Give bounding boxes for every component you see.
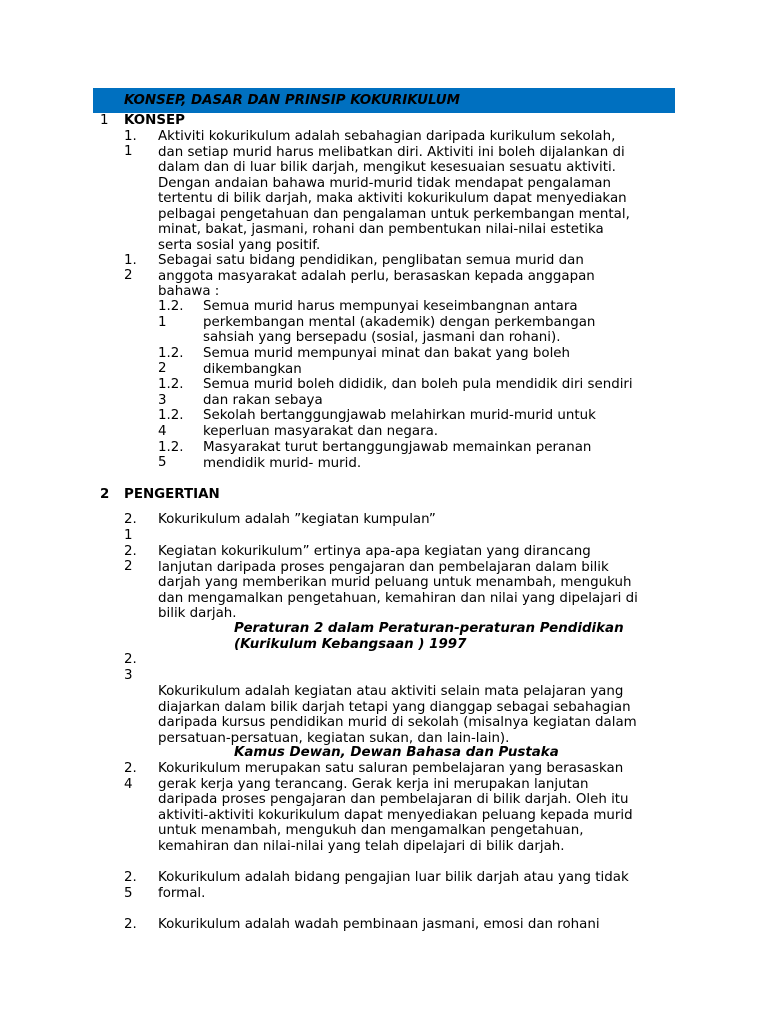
subitem-line: dikembangkan (203, 361, 302, 377)
item-2-3-num-a: 2. (124, 652, 137, 667)
item-1-1-line: pelbagai pengetahuan dan pengalaman untuk perkembangan mental, (158, 206, 630, 222)
item-1-2-line: Sebagai satu bidang pendidikan, penglibatan semua murid dan (158, 253, 584, 268)
item-2-3-line: daripada kursus pendidikan murid di sekolah (misalnya kegiatan dalam (158, 715, 637, 730)
item-1-1-line: minat, bakat, jasmani, rohani dan pembentukan nilai-nilai estetika (158, 222, 604, 237)
item-2-2-line: lanjutan daripada proses pengajaran dan pembelajaran dalam bilik (158, 559, 609, 575)
item-1-1-num-b: 1 (124, 144, 133, 159)
item-1-1-line: Aktiviti kokurikulum adalah sebahagian daripada kurikulum sekolah, (158, 129, 616, 144)
subitem-line: perkembangan mental (akademik) dengan perkembangan (203, 314, 596, 330)
item-2-4-text (158, 761, 633, 854)
item-2-2-text (158, 544, 638, 622)
subitem-1-2-5-text (203, 440, 591, 471)
item-1-1-line: serta sosial yang positif. (158, 237, 321, 253)
citation-line: Peraturan 2 dalam Peraturan-peraturan Pendidikan (234, 621, 624, 636)
item-2-4-line: kemahiran dan nilai-nilai yang telah dipelajari di bilik darjah. (158, 838, 565, 854)
subitem-line: Semua murid mempunyai minat dan bakat yang boleh (203, 346, 571, 361)
item-2-5-num-a: 2. (124, 870, 137, 885)
item-2-3-line: diajarkan dalam bilik darjah tetapi yang dianggap sebagai sebahagian (158, 699, 631, 715)
item-2-3-line: persatuan-persatuan, kegiatan sukan, dan lain-lain). (158, 730, 510, 746)
subitem-1-2-2-num-a: 1.2. (158, 346, 184, 361)
item-1-1-text (158, 129, 630, 253)
item-2-6-num-a: 2. (124, 917, 137, 932)
item-2-4-num-b: 4 (124, 777, 133, 792)
subitem-line: dan rakan sebaya (203, 392, 323, 408)
section-2-number: 2 (100, 487, 110, 502)
subitem-1-2-2-text (203, 346, 570, 377)
subitem-1-2-3-num-a: 1.2. (158, 377, 184, 392)
item-2-5-line: formal. (158, 885, 206, 901)
item-1-2-line: anggota masyarakat adalah perlu, berasaskan kepada anggapan (158, 268, 595, 284)
item-2-5-text (158, 870, 629, 901)
subitem-line: Masyarakat turut bertanggungjawab memainkan peranan (203, 440, 592, 455)
subitem-1-2-3-num-b: 3 (158, 393, 167, 408)
subitem-line: keperluan masyarakat dan negara. (203, 423, 439, 439)
section-2-heading: PENGERTIAN (124, 487, 220, 502)
document-title: KONSEP, DASAR DAN PRINSIP KOKURIKULUM (124, 93, 460, 108)
subitem-1-2-4-num-a: 1.2. (158, 408, 184, 423)
subitem-line: Semua murid boleh dididik, dan boleh pula mendidik diri sendiri (203, 377, 633, 392)
item-2-3-num-b: 3 (124, 668, 133, 683)
section-1-number: 1 (100, 113, 109, 128)
item-2-5-line: Kokurikulum adalah bidang pengajian luar bilik darjah atau yang tidak (158, 870, 629, 885)
item-2-1-text: Kokurikulum adalah ”kegiatan kumpulan” (158, 512, 436, 527)
item-2-3-line: Kokurikulum adalah kegiatan atau aktiviti selain mata pelajaran yang (158, 684, 624, 699)
subitem-1-2-1-num-b: 1 (158, 315, 167, 330)
item-1-1-num-a: 1. (124, 129, 137, 144)
item-1-2-num-a: 1. (124, 253, 137, 268)
subitem-line: Sekolah bertanggungjawab melahirkan murid-murid untuk (203, 408, 596, 423)
subitem-line: mendidik murid- murid. (203, 455, 362, 471)
citation-line: (Kurikulum Kebangsaan ) 1997 (234, 636, 467, 652)
item-2-2-num-b: 2 (124, 559, 133, 574)
subitem-1-2-4-text (203, 408, 596, 439)
subitem-1-2-1-text (203, 299, 595, 346)
item-2-1-num-a: 2. (124, 512, 137, 527)
item-1-1-line: Dengan andaian bahawa murid-murid tidak mendapat pengalaman (158, 175, 611, 191)
item-1-1-line: dan setiap murid harus melibatkan diri. Aktiviti ini boleh dijalankan di (158, 144, 625, 160)
item-2-5-num-b: 5 (124, 886, 133, 901)
item-1-2-num-b: 2 (124, 268, 133, 283)
item-2-4-line: Kokurikulum merupakan satu saluran pembelajaran yang berasaskan (158, 761, 624, 776)
subitem-1-2-1-num-a: 1.2. (158, 299, 184, 314)
item-2-3-text (158, 684, 637, 746)
subitem-line: Semua murid harus mempunyai keseimbangnan antara (203, 299, 578, 314)
item-2-2-line: bilik darjah. (158, 606, 237, 621)
item-2-1-num-b: 1 (124, 528, 133, 543)
subitem-1-2-5-num-b: 5 (158, 455, 167, 470)
item-2-2-line: Kegiatan kokurikulum” ertinya apa-apa kegiatan yang dirancang (158, 544, 591, 559)
item-2-4-line: aktiviti-aktiviti kokurikulum dapat menyediakan peluang kepada murid (158, 807, 633, 823)
item-1-2-text (158, 253, 595, 300)
subitem-1-2-2-num-b: 2 (158, 361, 167, 376)
subitem-1-2-3-text (203, 377, 633, 408)
item-2-3-citation: Kamus Dewan, Dewan Bahasa dan Pustaka (234, 745, 559, 760)
title-bar (93, 88, 675, 113)
subitem-1-2-5-num-a: 1.2. (158, 440, 184, 455)
item-1-1-line: tertentu di bilik darjah, maka aktiviti kokurikulum dapat menyediakan (158, 191, 627, 206)
item-2-4-line: daripada proses pengajaran dan pembelajaran di bilik darjah. Oleh itu (158, 792, 629, 807)
item-1-1-line: dalam dan di luar bilik darjah, mengikut kesesuaian sesuatu aktiviti. (158, 160, 616, 175)
item-2-2-line: darjah yang memberikan murid peluang untuk menambah, mengukuh (158, 575, 632, 590)
subitem-1-2-4-num-b: 4 (158, 424, 167, 439)
item-2-2-num-a: 2. (124, 544, 137, 559)
item-2-6-text: Kokurikulum adalah wadah pembinaan jasmani, emosi dan rohani (158, 917, 600, 932)
item-1-2-line: bahawa : (158, 284, 220, 299)
item-2-4-num-a: 2. (124, 761, 137, 776)
section-1-heading: KONSEP (124, 113, 185, 128)
item-2-4-line: gerak kerja yang terancang. Gerak kerja ini merupakan lanjutan (158, 776, 589, 792)
item-2-2-citation (234, 621, 624, 652)
item-2-2-line: dan mengamalkan pengetahuan, kemahiran dan nilai yang dipelajari di (158, 590, 638, 606)
subitem-line: sahsiah yang bersepadu (sosial, jasmani dan rohani). (203, 330, 561, 345)
item-2-4-line: untuk menambah, mengukuh dan mengamalkan pengetahuan, (158, 823, 584, 838)
